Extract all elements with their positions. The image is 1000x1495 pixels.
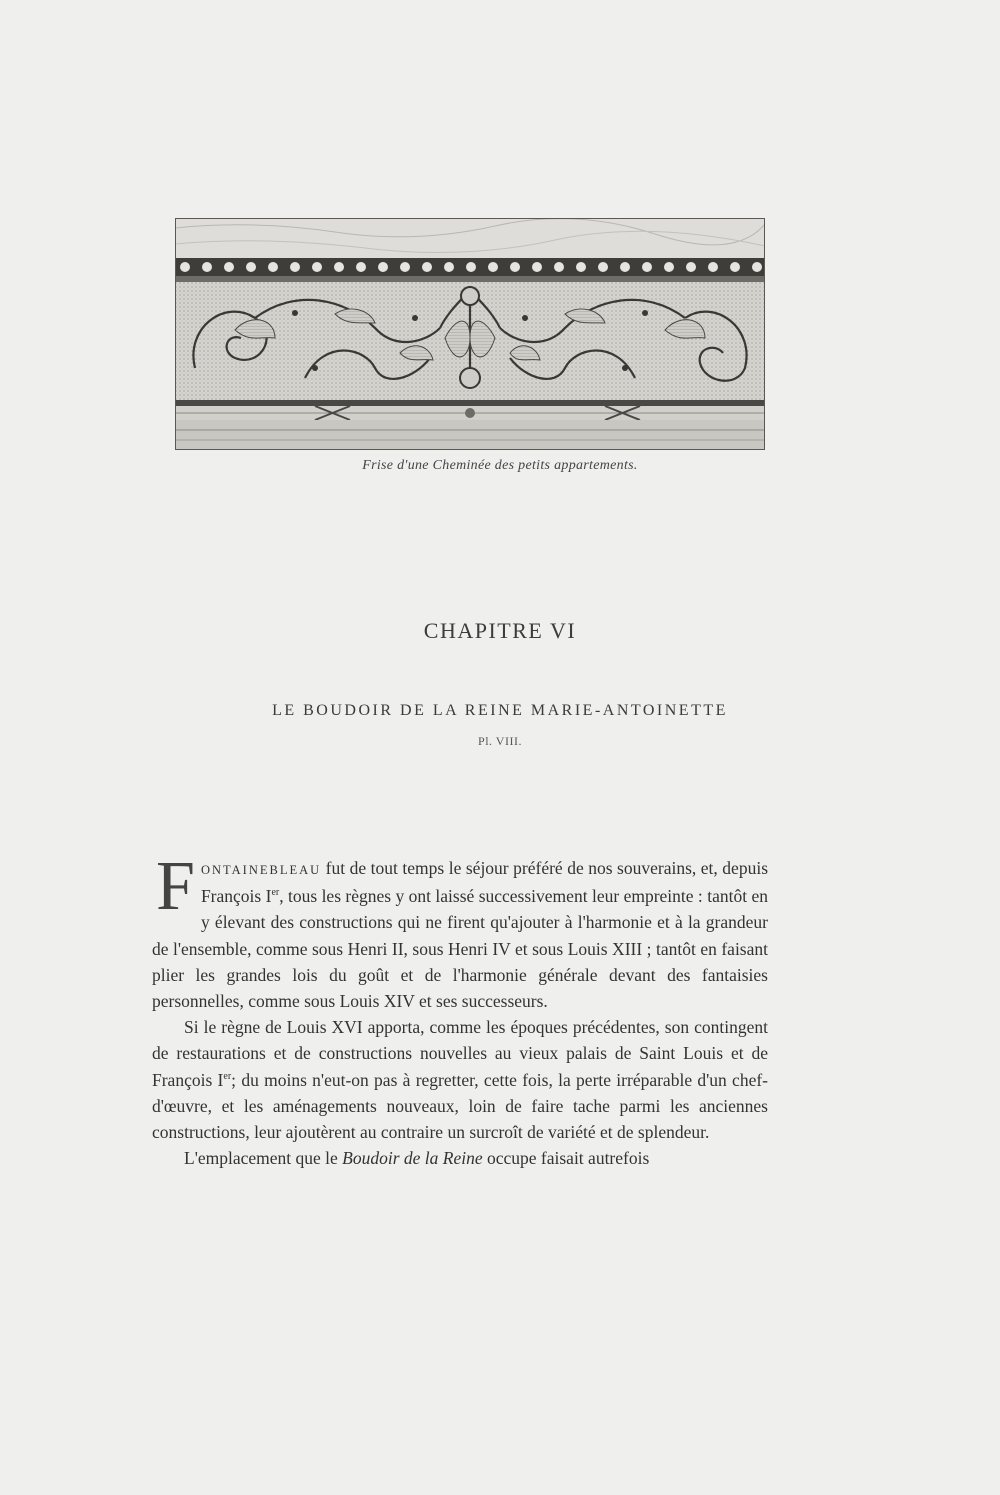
paragraph-1-text-b: , tous les règnes y ont laissé successivement leur empreinte : tantôt en y élevant des constructions qui ne firent qu'ajouter à l'harmonie et à la grandeur de l'ensemble, comme sous Henri II, sous Henri IV et sous Louis XIII ; tantôt en faisant plier les grandes lois du goût et de l'harmonie générale devant des fantaisies personnelles, comme sous Louis XIV et ses successeurs.	[152, 886, 768, 1012]
smallcaps-lead: ONTAINEBLEAU	[200, 863, 322, 877]
chapter-subtitle: LE BOUDOIR DE LA REINE MARIE-ANTOINETTE	[272, 702, 728, 719]
paragraph-2	[152, 1014, 768, 1145]
figure-caption: Frise d'une Cheminée des petits appartements.	[362, 458, 638, 473]
plate-reference: Pl. VIII.	[478, 734, 522, 748]
paragraph-1	[152, 848, 768, 1014]
superscript: er	[271, 887, 280, 899]
paragraph-3-text-b: occupe faisait autrefois	[482, 1148, 650, 1169]
chapter-title: CHAPITRE VI	[423, 618, 577, 643]
body-text	[152, 848, 768, 1171]
italic-term: Boudoir de la Reine	[342, 1148, 483, 1169]
superscript: er	[223, 1070, 232, 1082]
frieze-engraving	[175, 218, 765, 450]
paragraph-1-text-a: fut de tout temps le séjour préféré de nos souverains, et, depuis François I	[200, 858, 768, 907]
drop-cap: F	[156, 848, 195, 925]
paragraph-2-text-a: Si le règne de Louis XVI apporta, comme les époques précédentes, son contingent de restaurations et de constructions nouvelles au vieux palais de Saint Louis et de François I	[152, 1017, 768, 1090]
paragraph-3-text-a: L'emplacement que le	[184, 1148, 343, 1169]
paragraph-3	[152, 1145, 768, 1171]
paragraph-2-text-b: ; du moins n'eut-on pas à regretter, cette fois, la perte irréparable d'un chef-d'œuvre, et les aménagements nouveaux, loin de faire tache parmi les anciennes constructions, leur ajoutèrent au contraire un surcroît de variété et de splendeur.	[152, 1069, 768, 1143]
